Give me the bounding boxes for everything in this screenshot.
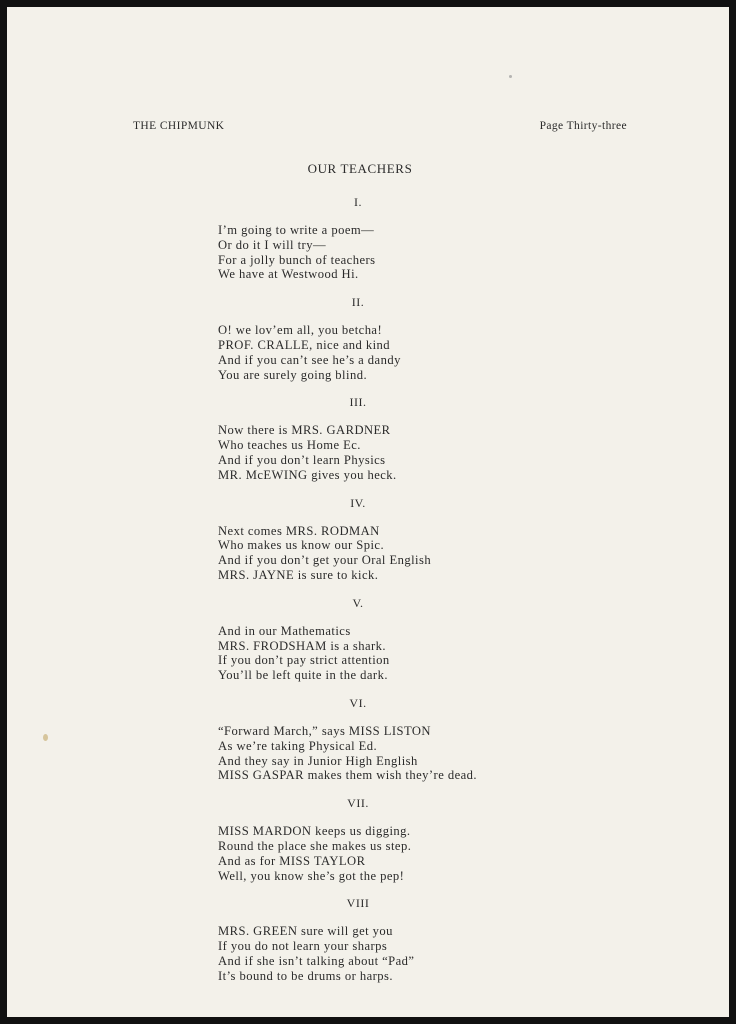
stanza [218, 395, 618, 495]
poem-line: Or do it I will try— [218, 237, 326, 252]
stanza-numeral: VIII [346, 896, 370, 911]
poem-line: MRS. JAYNE is sure to kick. [218, 567, 379, 582]
stanza [218, 896, 618, 983]
stanza [218, 195, 618, 295]
stanza [218, 295, 618, 395]
poem-line: O! we lov’em all, you betcha! [218, 323, 383, 338]
poem-body [218, 195, 618, 984]
stanza-numeral: VI. [349, 695, 367, 710]
poem-line: And they say in Junior High English [218, 753, 418, 768]
stanza-numeral: II. [351, 295, 365, 310]
paper-stain [43, 734, 48, 741]
publication-name: THE CHIPMUNK [133, 120, 225, 132]
poem-line: Well, you know she’s got the pep! [218, 868, 405, 883]
poem-line: MR. McEWING gives you heck. [218, 467, 397, 482]
poem-line: MISS GASPAR makes them wish they’re dead. [218, 768, 478, 783]
poem-line: We have at Westwood Hi. [218, 267, 359, 282]
stanza-numeral: III. [349, 395, 367, 410]
poem-line: And in our Mathematics [218, 623, 351, 638]
poem-title: OUR TEACHERS [307, 161, 413, 176]
poem-line: Next comes MRS. RODMAN [218, 523, 380, 538]
stanza [218, 696, 618, 796]
poem-line: It’s bound to be drums or harps. [218, 968, 393, 983]
stanza-numeral: VII. [347, 796, 369, 811]
stanza [218, 496, 618, 596]
poem-line: As we’re taking Physical Ed. [218, 738, 378, 753]
poem-line: If you do not learn your sharps [218, 939, 388, 954]
poem-line: MISS MARDON keeps us digging. [218, 824, 411, 839]
stanza-numeral: V. [352, 595, 364, 610]
poem-line: You are surely going blind. [218, 367, 368, 382]
poem-line: And if you can’t see he’s a dandy [218, 352, 401, 367]
poem-line: Who makes us know our Spic. [218, 538, 385, 553]
poem-line: MRS. FRODSHAM is a shark. [218, 638, 386, 653]
stanza [218, 596, 618, 696]
poem-line: If you don’t pay strict attention [218, 653, 390, 668]
poem-line: Who teaches us Home Ec. [218, 438, 361, 453]
page-number: Page Thirty-three [539, 120, 627, 132]
stanza-numeral: IV. [350, 495, 366, 510]
poem-line: “Forward March,” says MISS LISTON [218, 723, 431, 738]
poem-line: PROF. CRALLE, nice and kind [218, 337, 391, 352]
poem-line: MRS. GREEN sure will get you [218, 924, 393, 939]
poem-line: You’ll be left quite in the dark. [218, 668, 388, 683]
poem-line: And as for MISS TAYLOR [218, 853, 366, 868]
poem-line: Round the place she makes us step. [218, 838, 412, 853]
stanza [218, 796, 618, 896]
document-page [7, 7, 729, 1017]
poem-line: Now there is MRS. GARDNER [218, 423, 391, 438]
poem-line: And if you don’t get your Oral English [218, 553, 432, 568]
stanza-numeral: I. [354, 195, 362, 209]
paper-stain [509, 75, 512, 78]
poem-line: And if you don’t learn Physics [218, 452, 386, 467]
poem-line: And if she isn’t talking about “Pad” [218, 953, 415, 968]
poem-line: For a jolly bunch of teachers [218, 252, 376, 267]
poem-line: I’m going to write a poem— [218, 223, 375, 237]
